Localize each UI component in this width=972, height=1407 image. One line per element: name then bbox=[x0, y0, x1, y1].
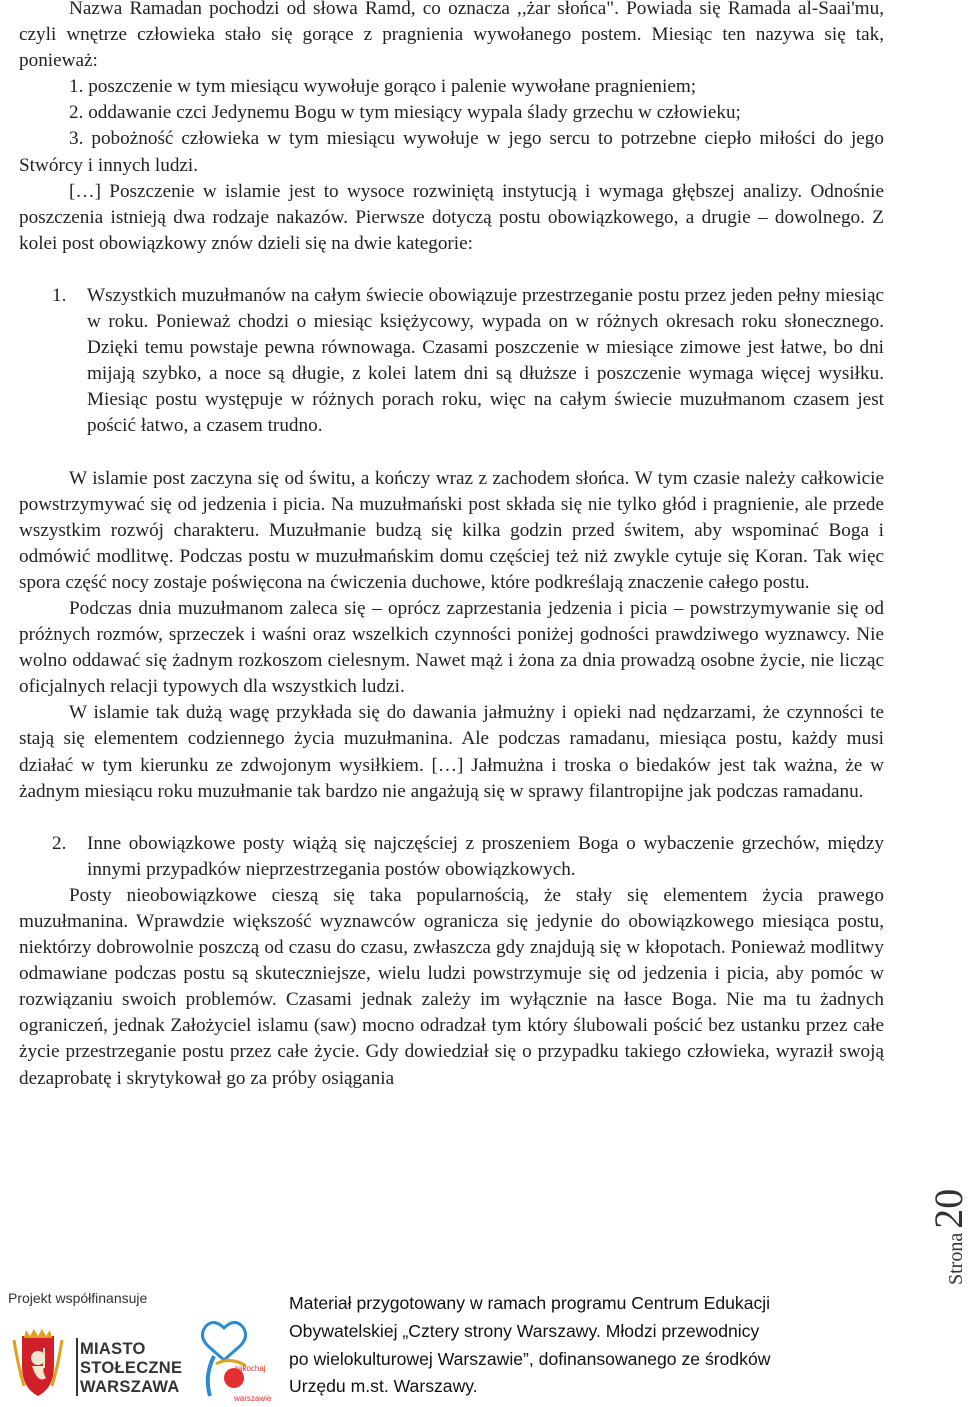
list-item bbox=[19, 831, 884, 883]
obligatory-fast-list-1 bbox=[19, 283, 884, 440]
body-paragraph-3: W islamie tak dużą wagę przykłada się do dawania jałmużny i opieki nad nędzarzami, że czynności te stają się elementem codziennego życia muzułmanina. Ale podczas ramadanu, miesiąca postu, każdy musi działać w tym kierunku ze zdwojonym wysiłkiem. […] Jałmużna i troska o biedaków jest tak ważna, że w żadnym miesiącu roku muzułmanie tak bardzo nie angażują się w sprawy filantropijne jak podczas ramadanu. bbox=[19, 702, 884, 802]
obligatory-fast-list-2 bbox=[19, 831, 884, 883]
page-number-value: 20 bbox=[926, 1188, 971, 1229]
list-number: 2. bbox=[52, 832, 67, 854]
reason-item-3: 3. pobożność człowieka w tym miesiącu wywołuje w jego sercu to potrzebne ciepło miłości do jego Stwórcy i innych ludzi. bbox=[19, 128, 884, 176]
intro-paragraph: Nazwa Ramadan pochodzi od słowa Ramd, co oznacza ,,żar słońca". Powiada się Ramada al-Saai'mu, czyli wnętrze człowieka stało się gorące z pragnienia wywołanego postem. Miesiąc ten nazywa się tak, ponieważ: bbox=[19, 0, 884, 72]
svg-text:warszawie: warszawie bbox=[234, 1394, 272, 1403]
page-label: Strona bbox=[945, 1232, 967, 1285]
list-item bbox=[19, 283, 884, 440]
body-paragraph-2: Podczas dnia muzułmanom zaleca się – oprócz zaprzestania jedzenia i picia – powstrzymywanie się od próżnych rozmów, sprzeczek i waśni oraz wszelkich czynności poniżej godności prawdziwego wyznawcy. Nie wolno oddawać się żadnym rozkoszom cielesnym. Nawet mąż i żona za dnia prowadzą osobne życie, nie licząc oficjalnych relacji typowych dla wszystkich ludzi. bbox=[19, 597, 884, 698]
cofinanced-label: Projekt współfinansuje bbox=[8, 1290, 148, 1306]
closing-paragraph: Posty nieobowiązkowe cieszą się taka popularnością, że stały się elementem życia prawego muzułmanina. Wprawdzie większość wyznawców ogranicza się jedynie do obowiązkowego miesiąca postu, niektórzy dobrowolnie poszczą od czasu do czasu, zwłaszcza gdy znajdują się w kłopotach. Ponieważ modlitwy odmawiane podczas postu są skuteczniejsze, wielu ludzi powstrzymuje się od jedzenia i picia, aby pomóc w rozwiązaniu swoich problemów. Czasami jednak zależy im wyłącznie na łasce Boga. Nie ma tu żadnych ograniczeń, jednak Założyciel islamu (saw) mocno odradzał tym który ślubowali pościć bez ustanku przez całe życie przestrzeganie postu przez całe życie. Gdy dowiedział się o przypadku takiego człowieka, wyraził swoją dezaprobatę i skrytykował go za próby osiągania bbox=[19, 884, 884, 1089]
footer-note: Materiał przygotowany w ramach programu Centrum Edukacji Obywatelskiej „Cztery strony Warszawy. Młodzi przewodnicy po wielokulturowej Warszawie”, dofinansowanego ze środków Urzędu m.st. Warszawy. bbox=[289, 1293, 771, 1397]
list-number: 1. bbox=[52, 284, 67, 306]
analysis-paragraph: […] Poszczenie w islamie jest to wysoce rozwiniętą instytucją i wymaga głębszej analizy. Odnośnie poszczenia istnieją dwa rodzaje nakazów. Pierwsze dotyczą postu obowiązkowego, a drugie – dowolnego. Z kolei post obowiązkowy znów dzieli się na dwie kategorie: bbox=[19, 180, 884, 254]
city-name: MIASTO STOŁECZNE WARSZAWA bbox=[80, 1340, 183, 1396]
svg-text:zakochaj: zakochaj bbox=[234, 1364, 266, 1373]
list-item-text: Wszystkich muzułmanów na całym świecie obowiązuje przestrzeganie postu przez jeden pełny miesiąc w roku. Ponieważ chodzi o miesiąc księżycowy, wypada on w różnych okresach roku słonecznego. Dzięki temu powstaje pewna równowaga. Czasami poszczenie w miesiące zimowe jest łatwe, bo dni mijają szybko, a noce są długie, z kolei latem dni są dłuższe i poszczenie wymaga więcej wysiłku. Miesiąc postu występuje w różnych porach roku, więc na całym świecie muzułmanom czasem jest pościć łatwo, a czasem trudno. bbox=[87, 284, 884, 437]
warsaw-crest-icon bbox=[8, 1326, 68, 1398]
zakochaj-sie-w-warszawie-logo bbox=[194, 1316, 274, 1406]
reason-item-1: 1. poszczenie w tym miesiącu wywołuje gorąco i palenie wywołane pragnieniem; bbox=[69, 76, 697, 98]
reason-item-2: 2. oddawanie czci Jedynemu Bogu w tym miesiący wypala ślady grzechu w człowieku; bbox=[69, 102, 741, 124]
list-item-text: Inne obowiązkowe posty wiążą się najczęściej z proszeniem Boga o wybaczenie grzechów, między innymi przypadków nieprzestrzegania postów obowiązkowych. bbox=[87, 832, 884, 880]
document-body bbox=[19, 0, 884, 1092]
page-number bbox=[925, 1165, 971, 1285]
body-paragraph-1: W islamie post zaczyna się od świtu, a kończy wraz z zachodem słońca. W tym czasie należy całkowicie powstrzymywać się od jedzenia i picia. Na muzułmański post składa się nie tylko głód i pragnienie, ale przede wszystkim rozwój charakteru. Muzułmanie budzą się kilka godzin przed świtem, aby wspominać Boga i odmówić modlitwę. Podczas postu w muzułmańskim domu częściej też niż zwykle cytuje się Koran. Tak więc spora część nocy zostaje poświęcona na ćwiczenia duchowe, które podkreślają znaczenie całego postu. bbox=[19, 467, 884, 593]
footer-logos bbox=[8, 1290, 278, 1405]
